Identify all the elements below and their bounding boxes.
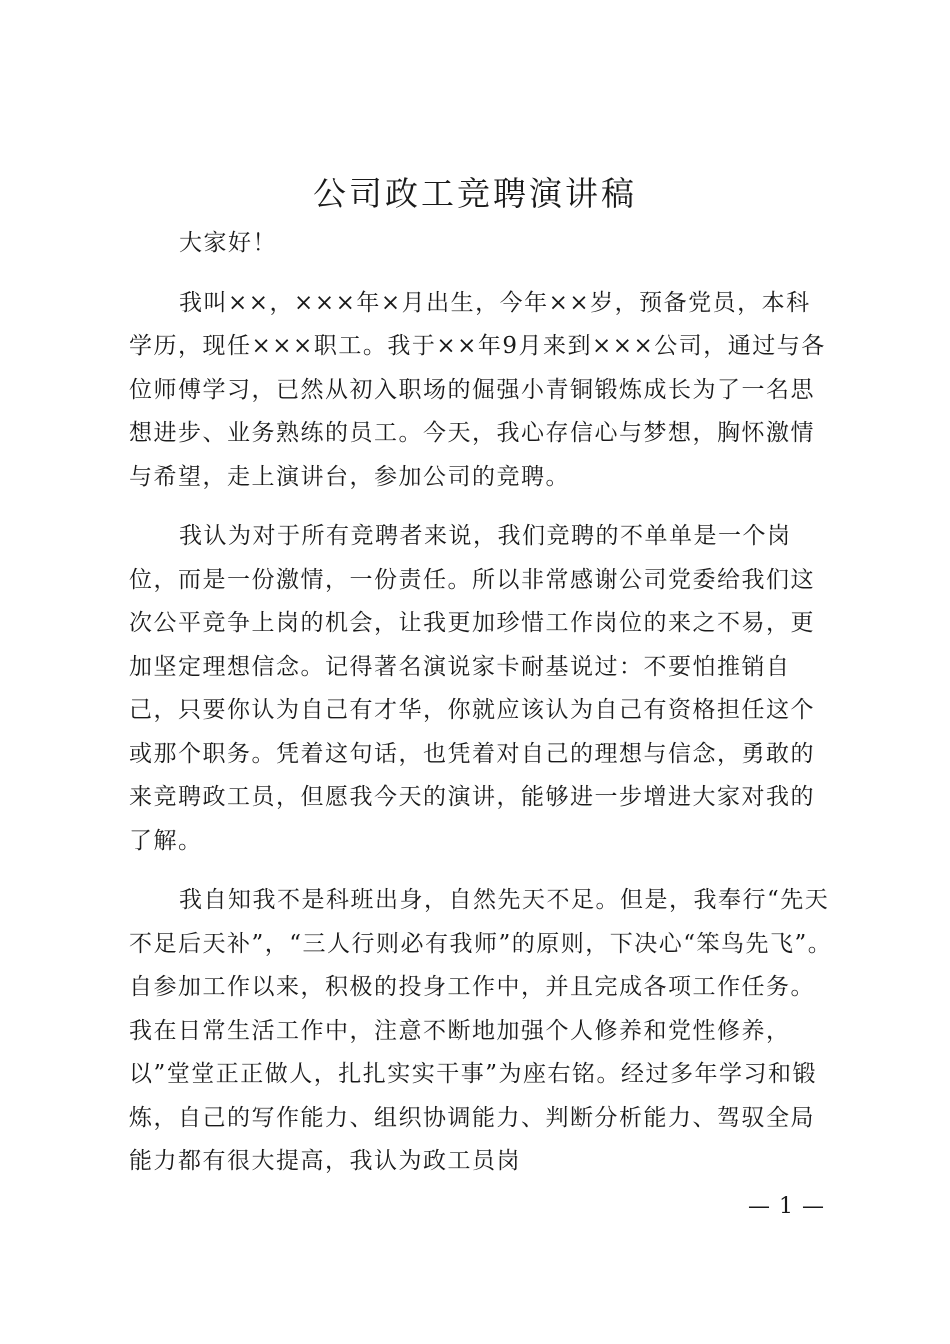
document-body [129,222,835,1184]
document-title: 公司政工竞聘演讲稿 [313,174,637,213]
greeting: 大家好！ [179,230,277,256]
paragraph-1: 我叫××，×××年×月出生，今年××岁，预备党员，本科学历，现任×××职工。我于××年9月来到×××公司，通过与各位师傅学习，已然从初入职场的倔强小青铜锻炼成长为了一名思想进步、业务熟练的员工。今天，我心存信心与梦想，胸怀激情与希望，走上演讲台，参加公司的竞聘。 [129,289,826,490]
paragraph-2: 我认为对于所有竞聘者来说，我们竞聘的不单单是一个岗位，而是一份激情，一份责任。所以非常感谢公司党委给我们这次公平竞争上岗的机会，让我更加珍惜工作岗位的来之不易，更加坚定理想信念。记得著名演说家卡耐基说过：不要怕推销自己，只要你认为自己有才华，你就应该认为自己有资格担任这个或那个职务。凭着这句话，也凭着对自己的理想与信念，勇敢的来竞聘政工员，但愿我今天的演讲，能够进一步增进大家对我的了解。 [129,523,815,854]
page-number: — 1 — [748,1194,825,1219]
paragraph-3: 我自知我不是科班出身，自然先天不足。但是，我奉行“先天不足后天补”，“三人行则必有我师”的原则，下决心“笨鸟先飞”。自参加工作以来，积极的投身工作中，并且完成各项工作任务。我在日常生活工作中，注意不断地加强个人修养和党性修养，以”堂堂正正做人，扎扎实实干事”为座右铭。经过多年学习和锻炼，自己的写作能力、组织协调能力、判断分析能力、驾驭全局能力都有很大提高，我认为政工员岗 [129,887,833,1174]
